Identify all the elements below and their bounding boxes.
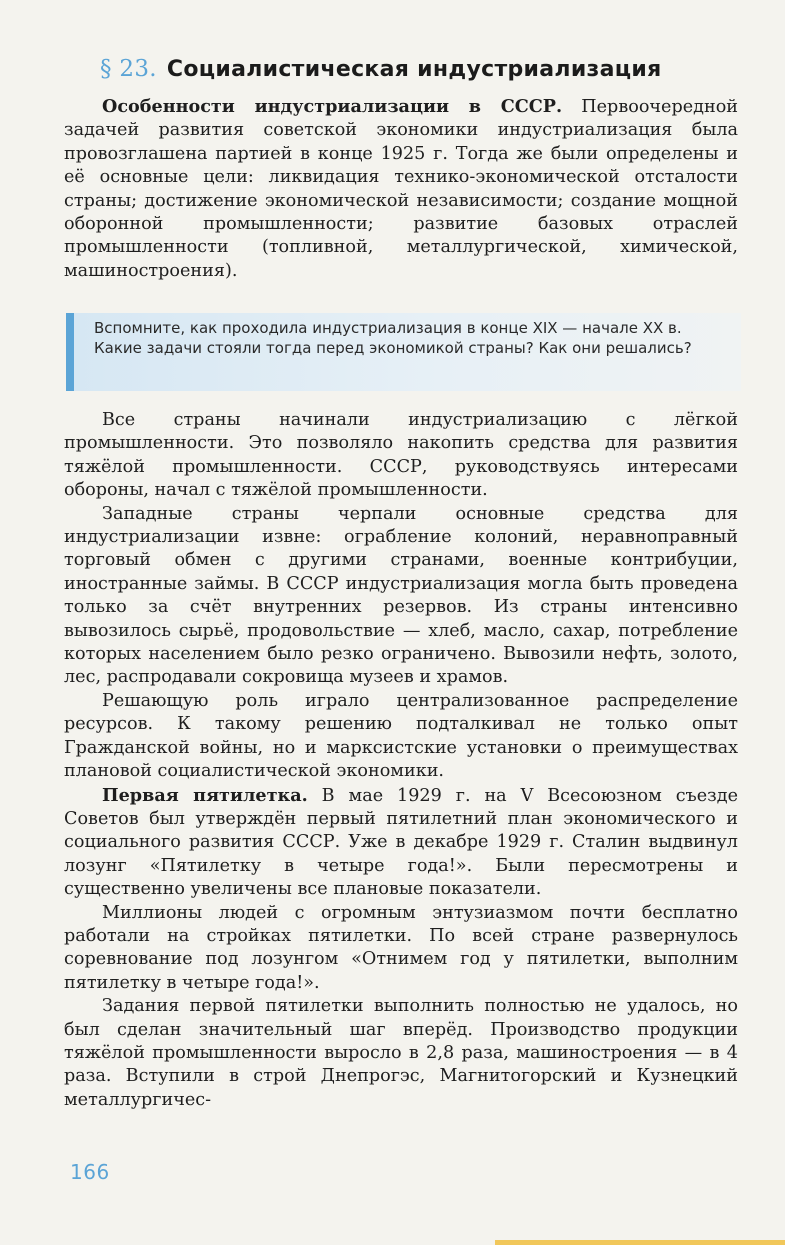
paragraph-1: Все страны начинали индустриализацию с лёгкой промышленности. Это позволяло накопить средства для развития тяжёлой промышленности. СССР, руководствуясь интересами обороны, начал с тяжёлой промышленности. — [64, 410, 738, 501]
intro-subheading: Особенности индустриализации в СССР. — [102, 96, 563, 117]
question-text: Вспомните, как проходила индустриализация в конце XIX — начале XX в. Какие задачи стояли тогда перед экономикой страны? Как они решались? — [94, 319, 692, 357]
bottom-color-strip — [495, 1240, 785, 1245]
question-box — [66, 313, 741, 391]
section-number: § 23. — [100, 56, 157, 82]
paragraph-4-text: В мае 1929 г. на V Всесоюзном съезде Советов был утверждён первый пятилетний план экономического и социального развития СССР. Уже в декабре 1929 г. Сталин выдвинул лозунг «Пятилетку в четыре года!». Были пересмотрены и существенно увеличены все плановые показатели. — [64, 785, 738, 900]
intro-text: Первоочередной задачей развития советской экономики индустриализация была провозглашена партией в конце 1925 г. Тогда же были определены и её основные цели: ликвидация технико-экономической отсталости страны; достижение экономической независимости; создание мощной оборонной промышленности; развитие базовых отраслей промышленности (топливной, металлургической, химической, машиностроения). — [64, 97, 739, 281]
main-text — [64, 409, 738, 1112]
section-title: Социалистическая индустриализация — [166, 57, 662, 82]
page-number: 166 — [70, 1160, 110, 1184]
paragraph-3: Решающую роль играло централизованное распределение ресурсов. К такому решению подталкивал не только опыт Гражданской войны, но и марксистские установки о преимуществах плановой социалистической экономики. — [64, 690, 738, 782]
paragraph-4 — [64, 784, 738, 902]
first-five-year-plan-subheading: Первая пятилетка. — [102, 784, 308, 806]
intro-paragraph — [64, 95, 738, 283]
paragraph-2: Западные страны черпали основные средства для индустриализации извне: ограбление колоний, неравноправный торговый обмен с другими странами, военные контрибуции, иностранные займы. В СССР индустриализация могла быть проведена только за счёт внутренних резервов. Из страны интенсивно вывозилось сырьё, продовольствие — хлеб, масло, сахар, потребление которых населением было резко ограничено. Вывозили нефть, золото, лес, распродавали сокровища музеев и храмов. — [64, 503, 738, 688]
section-heading — [100, 54, 740, 85]
paragraph-5: Миллионы людей с огромным энтузиазмом почти бесплатно работали на стройках пятилетки. По всей стране развернулось соревнование под лозунгом «Отнимем год у пятилетки, выполним пятилетку в четыре года!». — [64, 902, 738, 993]
paragraph-6: Задания первой пятилетки выполнить полностью не удалось, но был сделан значительный шаг вперёд. Производство продукции тяжёлой промышленности выросло в 2,8 раза, машиностроения — в 4 раза. Вступили в строй Днепрогэс, Магнитогорский и Кузнецкий металлургичес- — [64, 996, 738, 1110]
